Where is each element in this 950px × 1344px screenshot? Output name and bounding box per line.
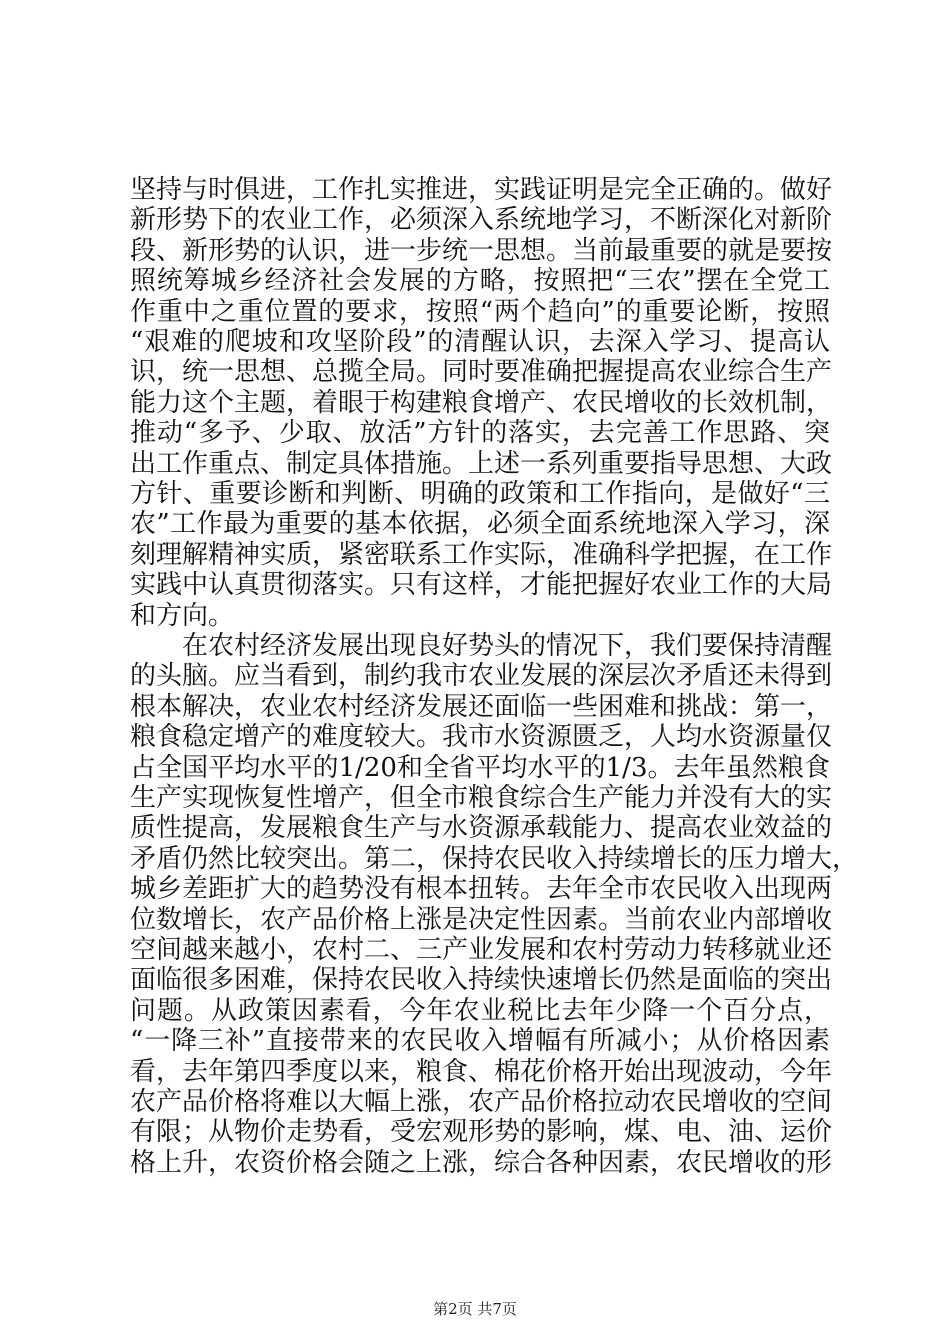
text-line: 生产实现恢复性增产，但全市粮食综合生产能力并没有大的实 [130, 783, 833, 813]
text-line: “艰难的爬坡和攻坚阶段”的清醒认识，去深入学习、提高认 [130, 327, 830, 357]
text-line: 实践中认真贯彻落实。只有这样，才能把握好农业工作的大局 [130, 570, 833, 601]
text-line: 占全国平均水平的1/20和全省平均水平的1/3。去年虽然粮食 [130, 752, 830, 783]
text-line: 矛盾仍然比较突出。第二，保持农民收入持续增长的压力增大， [130, 843, 859, 874]
text-line: 农”工作最为重要的基本依据，必须全面系统地深入学习，深 [130, 509, 830, 540]
text-line: “一降三补”直接带来的农民收入增幅有所减小；从价格因素 [130, 1026, 830, 1057]
text-line: 格上升，农资价格会随之上涨，综合各种因素，农民增收的形 [130, 1147, 833, 1178]
text-line: 有限；从物价走势看，受宏观形势的影响，煤、电、油、运价 [130, 1117, 833, 1148]
text-line: 看，去年第四季度以来，粮食、棉花价格开始出现波动，今年 [130, 1056, 833, 1087]
text-line: 城乡差距扩大的趋势没有根本扭转。去年全市农民收入出现两 [130, 874, 833, 905]
text-line: 问题。从政策因素看，今年农业税比去年少降一个百分点， [130, 995, 830, 1026]
text-line: 农产品价格将难以大幅上涨，农产品价格拉动农民增收的空间 [130, 1087, 833, 1117]
text-line: 识，统一思想、总揽全局。同时要准确把握提高农业综合生产 [130, 357, 833, 388]
text-line: 推动“多予、少取、放活”方针的落实，去完善工作思路、突 [130, 418, 830, 449]
text-line: 段、新形势的认识，进一步统一思想。当前最重要的就是要按 [130, 235, 833, 266]
text-line: 坚持与时俱进，工作扎实推进，实践证明是完全正确的。做好 [130, 175, 833, 205]
text-line: 新形势下的农业工作，必须深入系统地学习，不断深化对新阶 [130, 205, 833, 236]
text-line: 空间越来越小，农村二、三产业发展和农村劳动力转移就业还 [130, 935, 833, 965]
text-line: 刻理解精神实质，紧密联系工作实际，准确科学把握，在工作 [130, 539, 833, 570]
text-line: 位数增长，农产品价格上涨是决定性因素。当前农业内部增收 [130, 904, 833, 935]
page-footer: 第2页 共7页 [433, 1300, 517, 1318]
text-line: 面临很多困难，保持农民收入持续快速增长仍然是面临的突出 [130, 965, 833, 996]
text-line: 出工作重点、制定具体措施。上述一系列重要指导思想、大政 [130, 448, 833, 479]
text-line: 在农村经济发展出现良好势头的情况下，我们要保持清醒 [130, 631, 833, 661]
text-line: 质性提高，发展粮食生产与水资源承载能力、提高农业效益的 [130, 813, 833, 844]
text-line: 粮食稳定增产的难度较大。我市水资源匮乏，人均水资源量仅 [130, 722, 833, 753]
text-line: 能力这个主题，着眼于构建粮食增产、农民增收的长效机制， [130, 387, 833, 418]
text-line: 作重中之重位置的要求，按照“两个趋向”的重要论断，按照 [130, 296, 830, 327]
text-line: 和方向。 [130, 600, 235, 631]
text-line: 根本解决，农业农村经济发展还面临一些困难和挑战：第一， [130, 691, 833, 722]
text-line: 方针、重要诊断和判断、明确的政策和工作指向，是做好“三 [130, 479, 830, 509]
text-line: 的头脑。应当看到，制约我市农业发展的深层次矛盾还未得到 [130, 661, 833, 692]
text-line: 照统筹城乡经济社会发展的方略，按照把“三农”摆在全党工 [130, 266, 830, 297]
